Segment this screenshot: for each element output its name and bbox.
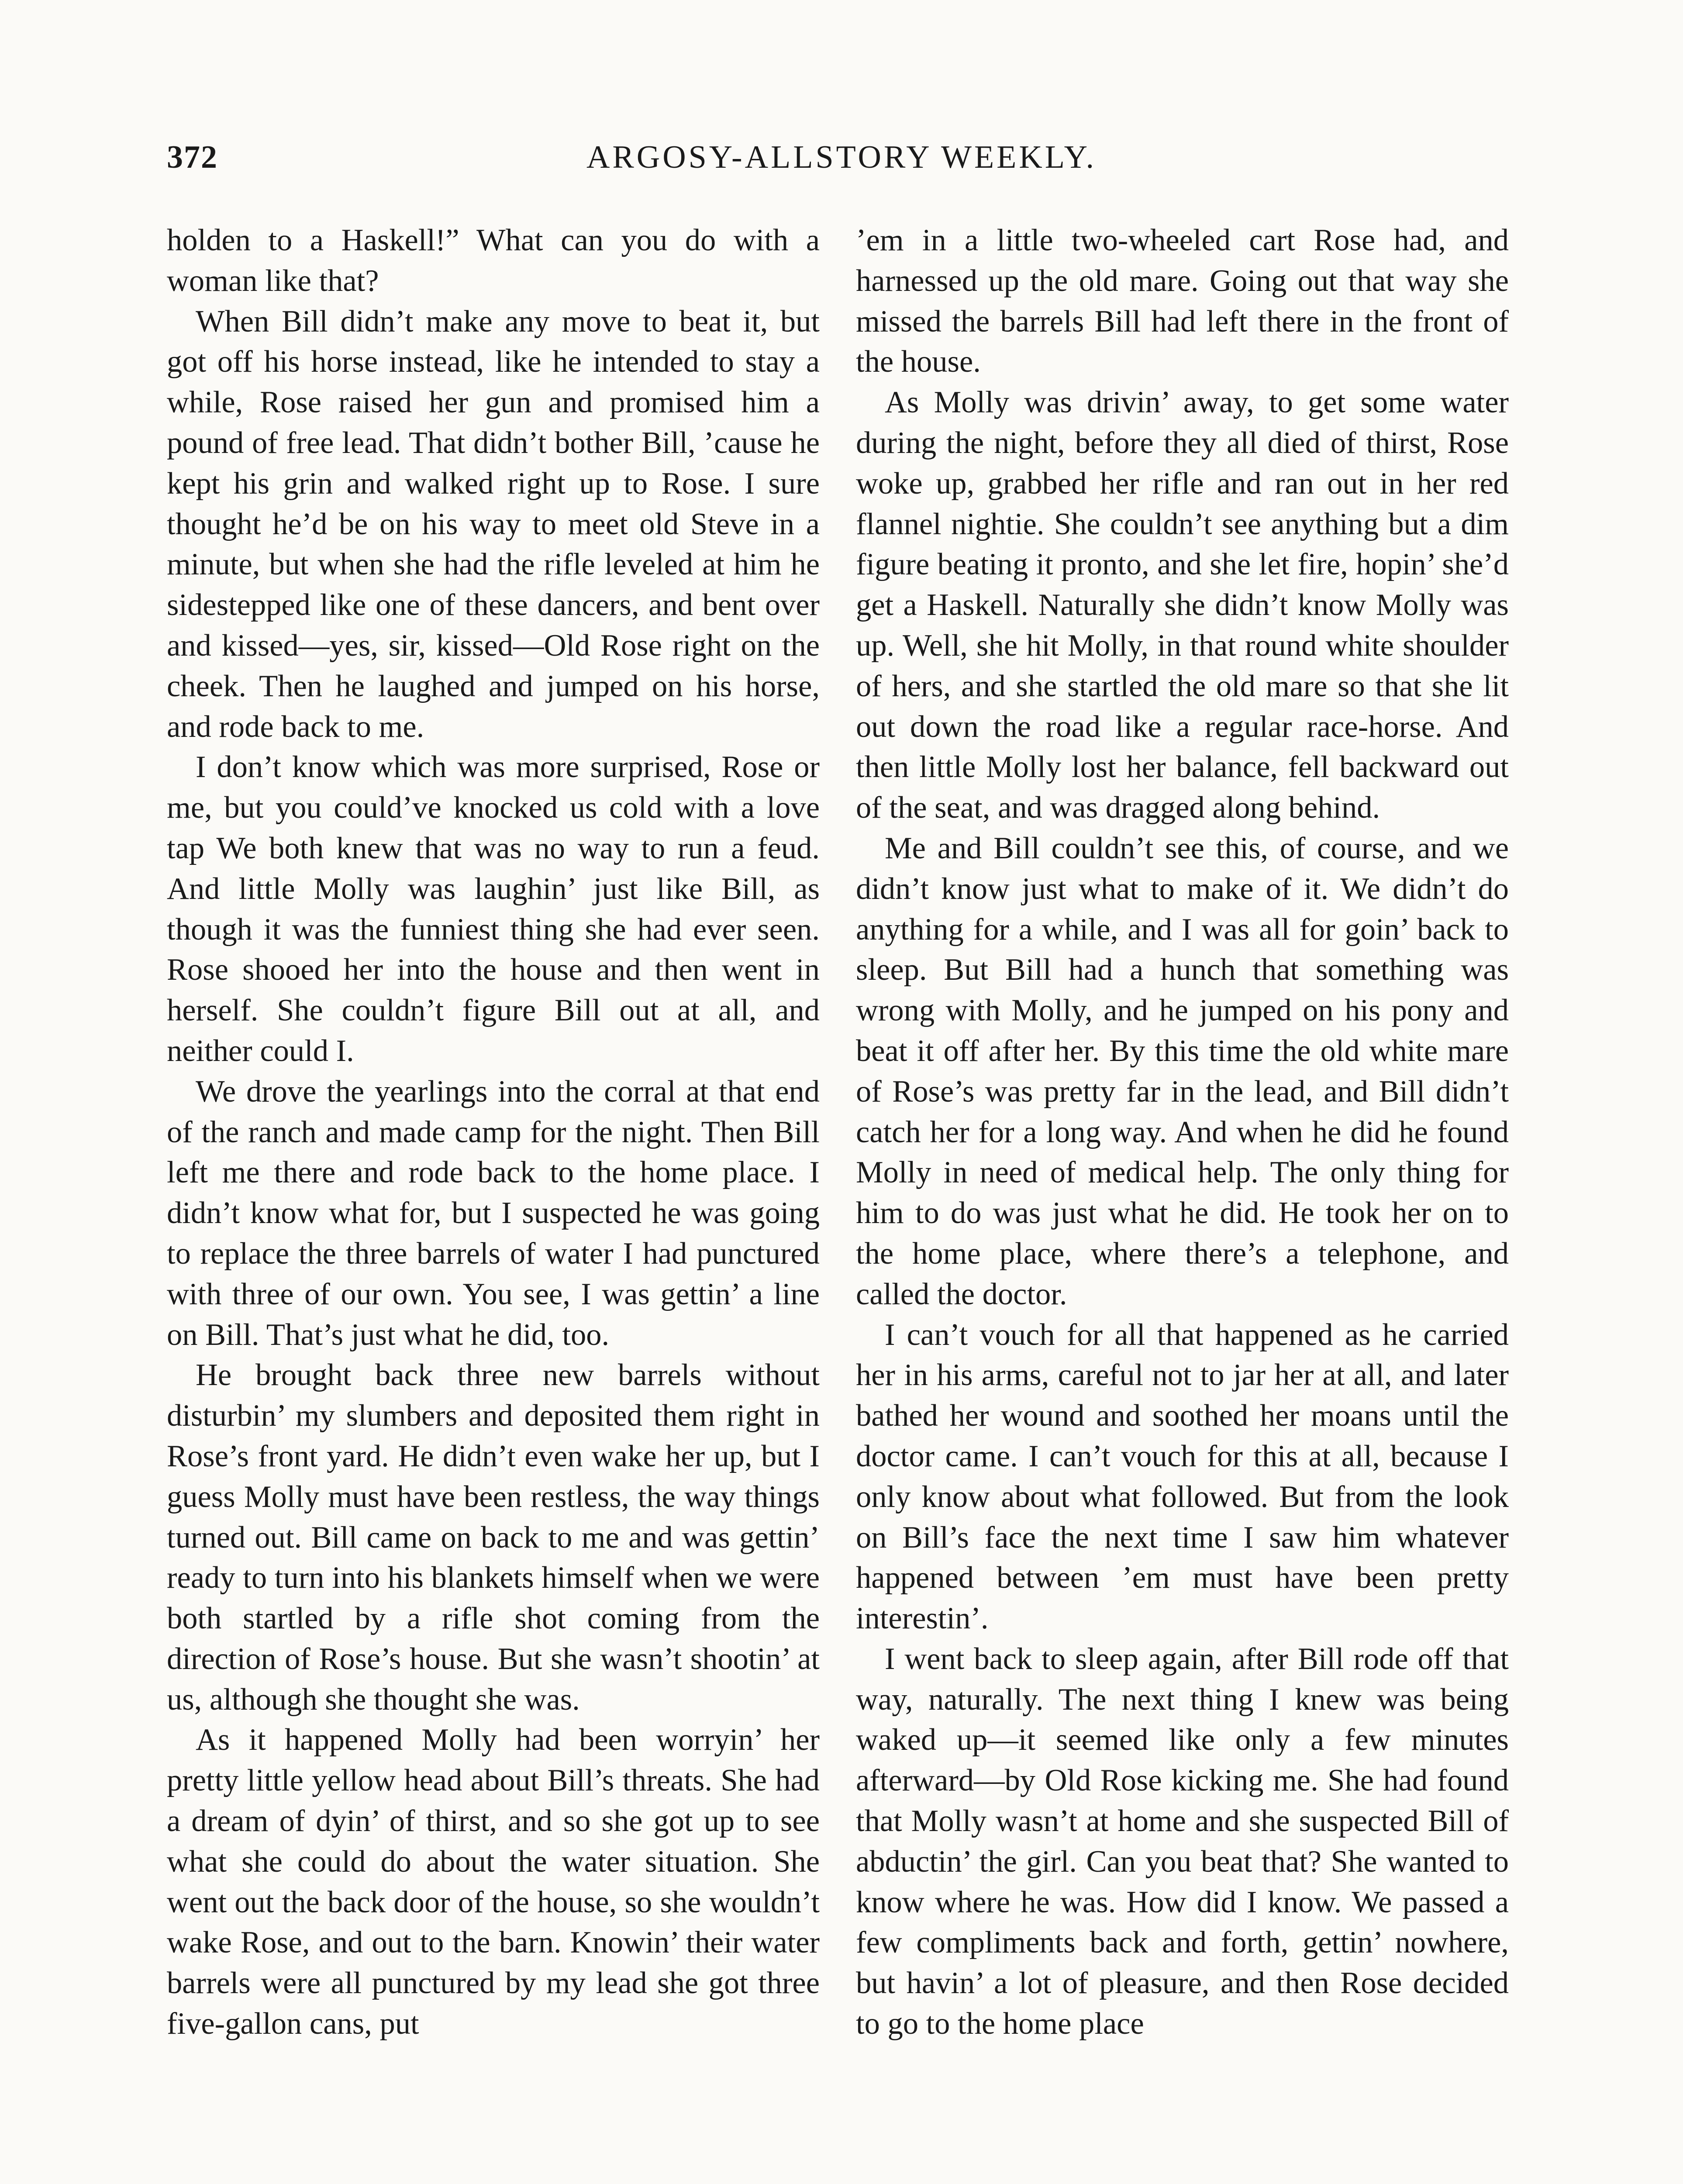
paragraph: As Molly was drivin’ away, to get some water during the night, before they all died of thirst, Rose woke up, grabbed her rifle and ran out in her red flannel nightie. She couldn’t see anything but a dim figure beating it pronto, and she let fire, hopin’ she’d get a Haskell. Naturally she didn’t know Molly was up. Well, she hit Molly, in that round white shoulder of hers, and she startled the old mare so that she lit out down the road like a regular race-horse. And then little Molly lost her balance, fell backward out of the seat, and was dragged along behind. — [856, 385, 1509, 825]
paragraph: holden to a Haskell!” What can you do with a woman like that? — [167, 223, 820, 298]
paragraph: I don’t know which was more surprised, Rose or me, but you could’ve knocked us cold with a love tap We both knew that was no way to run a feud. And little Molly was laughin’ just like Bill, as though it was the funniest thing she had ever seen. Rose shooed her into the house and then went in herself. She couldn’t figure Bill out at all, and neither could I. — [167, 750, 820, 1068]
right-column — [856, 220, 1509, 2044]
paragraph: He brought back three new barrels without disturbin’ my slumbers and deposited them right in Rose’s front yard. He didn’t even wake her up, but I guess Molly must have been restless, the way things turned out. Bill came on back to me and was gettin’ ready to turn into his blankets himself when we were both startled by a rifle shot coming from the direction of Rose’s house. But she wasn’t shootin’ at us, although she thought she was. — [167, 1358, 820, 1717]
paragraph: We drove the yearlings into the corral at that end of the ranch and made camp for the night. Then Bill left me there and rode back to the home place. I didn’t know what for, but I suspected he was going to replace the three barrels of water I had punctured with three of our own. You see, I was gettin’ a line on Bill. That’s just what he did, too. — [167, 1074, 820, 1352]
page-number: 372 — [167, 139, 218, 175]
page-header — [167, 139, 1516, 191]
paragraph: As it happened Molly had been worryin’ her pretty little yellow head about Bill’s threats. She had a dream of dyin’ of thirst, and so she got up to see what she could do about the water situation. She went out the back door of the house, so she wouldn’t wake Rose, and out to the barn. Knowin’ their water barrels were all punctured by my lead she got three five-gallon cans, put — [167, 1723, 820, 2041]
paragraph: When Bill didn’t make any move to beat it, but got off his horse instead, like he intended to stay a while, Rose raised her gun and promised him a pound of free lead. That didn’t bother Bill, ’cause he kept his grin and walked right up to Rose. I sure thought he’d be on his way to meet old Steve in a minute, but when she had the rifle leveled at him he sidestepped like one of these dancers, and bent over and kissed—yes, sir, kissed—Old Rose right on the cheek. Then he laughed and jumped on his horse, and rode back to me. — [167, 304, 820, 744]
running-head: ARGOSY-ALLSTORY WEEKLY. — [586, 139, 1097, 175]
paragraph: ’em in a little two-wheeled cart Rose had, and harnessed up the old mare. Going out that way she missed the barrels Bill had left there in the front of the house. — [856, 223, 1509, 379]
paragraph: I can’t vouch for all that happened as he carried her in his arms, careful not to jar her at all, and later bathed her wound and soothed her moans until the doctor came. I can’t vouch for this at all, because I only know about what followed. But from the look on Bill’s face the next time I saw him whatever happened between ’em must have been pretty interestin’. — [856, 1317, 1509, 1636]
left-column — [167, 220, 820, 2044]
paragraph: Me and Bill couldn’t see this, of course, and we didn’t know just what to make of it. We didn’t do anything for a while, and I was all for goin’ back to sleep. But Bill had a hunch that something was wrong with Molly, and he jumped on his pony and beat it off after her. By this time the old white mare of Rose’s was pretty far in the lead, and Bill didn’t catch her for a long way. And when he did he found Molly in need of medical help. The only thing for him to do was just what he did. He took her on to the home place, where there’s a telephone, and called the doctor. — [856, 831, 1509, 1311]
paragraph: I went back to sleep again, after Bill rode off that way, naturally. The next thing I knew was being waked up—it seemed like only a few minutes afterward—by Old Rose kicking me. She had found that Molly wasn’t at home and she suspected Bill of abductin’ the girl. Can you beat that? She wanted to know where he was. How did I know. We passed a few compliments back and forth, gettin’ nowhere, but havin’ a lot of pleasure, and then Rose decided to go to the home place — [856, 1641, 1509, 2041]
